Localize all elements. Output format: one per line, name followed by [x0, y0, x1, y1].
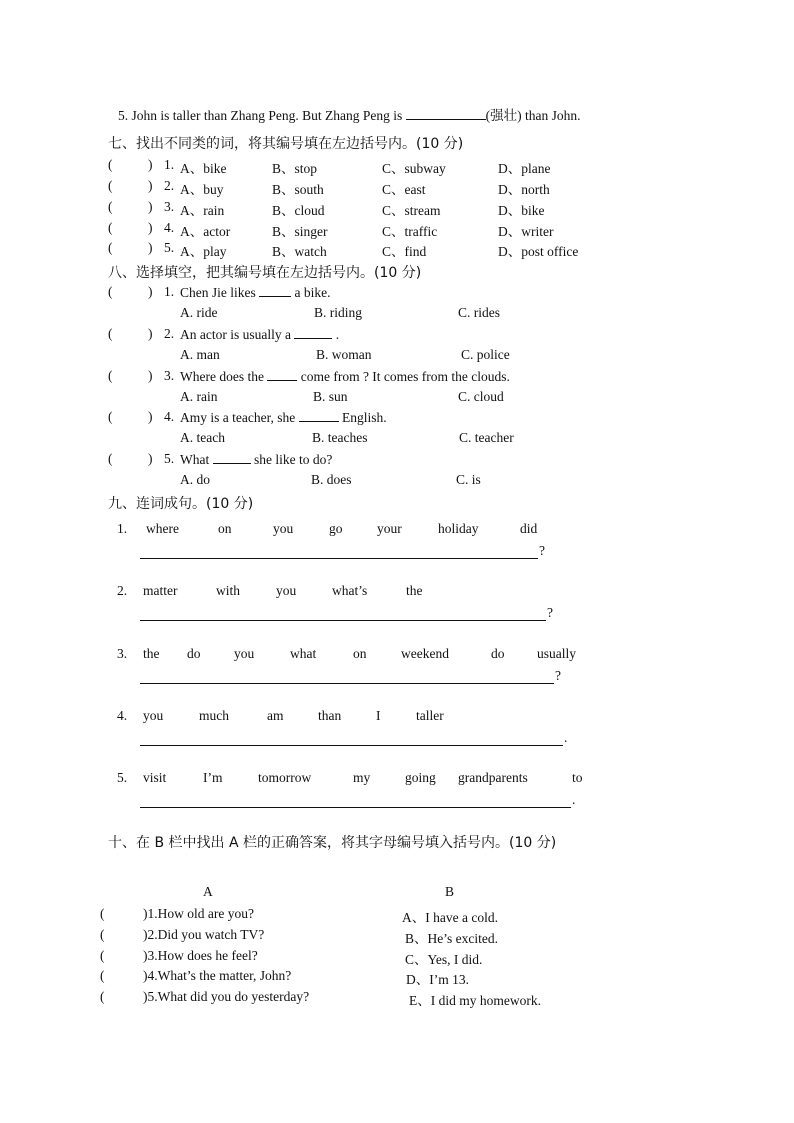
word-tile: to	[572, 770, 583, 785]
option-b: B、cloud	[272, 203, 325, 218]
option-b: B、stop	[272, 161, 318, 176]
answer-b: B、He’s excited.	[405, 931, 498, 946]
choice-b: B. teaches	[312, 430, 368, 445]
sentence-end-mark: .	[572, 792, 576, 807]
answer-slot[interactable]	[114, 926, 138, 942]
option-b: B、south	[272, 182, 324, 197]
answer-bracket-open: (	[108, 326, 113, 341]
question-a: )5.What did you do yesterday?	[143, 989, 310, 1004]
word-tile: weekend	[401, 646, 449, 661]
word-tile: you	[276, 583, 297, 598]
answer-slot[interactable]	[114, 905, 138, 921]
option-d: D、north	[498, 182, 550, 197]
answer-bracket-close: )	[148, 157, 153, 172]
answer-bracket-close: )	[148, 284, 153, 299]
word-tile: on	[353, 646, 367, 661]
item-num: 1.	[164, 157, 175, 172]
word-tile: matter	[143, 583, 178, 598]
word-tile: your	[377, 521, 402, 536]
word-tile: taller	[416, 708, 444, 723]
answer-slot[interactable]	[124, 408, 146, 424]
word-tile: I’m	[203, 770, 223, 785]
question-part1: Where does the	[180, 369, 264, 384]
answer-slot[interactable]	[114, 947, 138, 963]
sentence-num: 3.	[117, 646, 128, 661]
question-part2: a bike.	[294, 285, 331, 300]
section8-title: 八、选择填空，把其编号填在左边括号内。(10 分)	[108, 265, 422, 281]
answer-slot[interactable]	[124, 367, 146, 383]
answer-line[interactable]	[140, 620, 546, 621]
answer-slot[interactable]	[124, 156, 146, 172]
question-a: )1.How old are you?	[143, 906, 254, 921]
fill-blank[interactable]	[259, 284, 291, 297]
column-b-header: B	[445, 884, 455, 899]
fill-blank[interactable]	[267, 368, 297, 381]
intro-num: 5.	[118, 108, 129, 123]
section10-title: 十、在 B 栏中找出 A 栏的正确答案，将其字母编号填入括号内。(10 分)	[108, 835, 557, 851]
answer-bracket-close: )	[148, 451, 153, 466]
word-tile: what’s	[332, 583, 368, 598]
answer-b: E、I did my homework.	[409, 993, 541, 1008]
word-tile: do	[491, 646, 505, 661]
sentence-num: 2.	[117, 583, 128, 598]
intro-before: John is taller than Zhang Peng. But Zhang Peng is	[131, 108, 403, 123]
option-b: B、singer	[272, 224, 328, 239]
word-tile: the	[406, 583, 423, 598]
item-num: 2.	[164, 178, 175, 193]
question-a: )2.Did you watch TV?	[143, 927, 265, 942]
word-tile: tomorrow	[258, 770, 312, 785]
answer-slot[interactable]	[114, 967, 138, 983]
question-a: )4.What’s the matter, John?	[143, 968, 292, 983]
question-part2: she like to do?	[254, 452, 333, 467]
answer-slot[interactable]	[124, 325, 146, 341]
answer-bracket-open: (	[108, 178, 113, 193]
word-tile: where	[146, 521, 179, 536]
option-d: D、plane	[498, 161, 551, 176]
option-c: C、find	[382, 244, 427, 259]
choice-b: B. sun	[313, 389, 348, 404]
answer-b: A、I have a cold.	[402, 910, 498, 925]
sentence-end-mark: ?	[555, 668, 561, 683]
answer-line[interactable]	[140, 558, 538, 559]
question-text	[180, 451, 332, 468]
word-tile: did	[520, 521, 538, 536]
word-tile: than	[318, 708, 342, 723]
option-b: B、watch	[272, 244, 327, 259]
option-a: A、buy	[180, 182, 224, 197]
sentence-end-mark: .	[564, 730, 568, 745]
sentence-num: 4.	[117, 708, 128, 723]
option-d: D、bike	[498, 203, 545, 218]
choice-c: C. rides	[458, 305, 500, 320]
answer-bracket-close: )	[148, 178, 153, 193]
word-tile: do	[187, 646, 201, 661]
answer-slot[interactable]	[124, 450, 146, 466]
answer-line[interactable]	[140, 683, 554, 684]
choice-a: A. man	[180, 347, 220, 362]
answer-bracket-close: )	[148, 409, 153, 424]
item-num: 3.	[164, 199, 175, 214]
answer-bracket-close: )	[148, 199, 153, 214]
option-a: A、rain	[180, 203, 225, 218]
word-tile: visit	[143, 770, 167, 785]
answer-line[interactable]	[140, 745, 563, 746]
sentence-num: 5.	[117, 770, 128, 785]
choice-b: B. riding	[314, 305, 363, 320]
answer-bracket-open: (	[108, 157, 113, 172]
answer-slot[interactable]	[124, 239, 146, 255]
answer-bracket-open: (	[108, 451, 113, 466]
question-part1: Amy is a teacher, she	[180, 410, 296, 425]
choice-c: C. cloud	[458, 389, 504, 404]
question-text	[180, 284, 331, 301]
choice-a: A. rain	[180, 389, 218, 404]
section7-title: 七、找出不同类的词，将其编号填在左边括号内。(10 分)	[108, 136, 464, 152]
fill-blank[interactable]	[213, 451, 251, 464]
option-c: C、subway	[382, 161, 446, 176]
question-text	[180, 326, 339, 343]
fill-blank[interactable]	[299, 409, 339, 422]
answer-line[interactable]	[140, 807, 571, 808]
question-part2: .	[335, 327, 340, 342]
choice-c: C. teacher	[459, 430, 514, 445]
answer-slot[interactable]	[124, 283, 146, 299]
choice-c: C. is	[456, 472, 481, 487]
word-tile: the	[143, 646, 160, 661]
intro-blank[interactable]	[406, 107, 486, 120]
word-tile: you	[234, 646, 255, 661]
question-part1: An actor is usually a	[180, 327, 291, 342]
question-part2: come from ? It comes from the clouds.	[300, 369, 510, 384]
question-num: 4.	[164, 409, 175, 424]
answer-bracket-close: )	[148, 220, 153, 235]
answer-bracket-open: (	[108, 240, 113, 255]
answer-bracket-open: (	[108, 409, 113, 424]
word-tile: I	[376, 708, 381, 723]
question-num: 3.	[164, 368, 175, 383]
choice-a: A. do	[180, 472, 210, 487]
answer-bracket-open: (	[108, 199, 113, 214]
item-num: 4.	[164, 220, 175, 235]
option-c: C、stream	[382, 203, 441, 218]
column-a-header: A	[203, 884, 213, 899]
choice-b: B. woman	[316, 347, 372, 362]
choice-c: C. police	[461, 347, 510, 362]
item-num: 5.	[164, 240, 175, 255]
question-num: 5.	[164, 451, 175, 466]
answer-bracket-open: (	[100, 906, 105, 921]
question-num: 1.	[164, 284, 175, 299]
word-tile: go	[329, 521, 343, 536]
choice-a: A. teach	[180, 430, 225, 445]
question-text	[180, 368, 510, 385]
answer-bracket-open: (	[100, 989, 105, 1004]
word-tile: you	[143, 708, 164, 723]
word-tile: usually	[537, 646, 576, 661]
answer-b: D、I’m 13.	[406, 972, 469, 987]
word-tile: grandparents	[458, 770, 528, 785]
answer-slot[interactable]	[124, 198, 146, 214]
question-part1: What	[180, 452, 210, 467]
intro-question	[118, 104, 580, 124]
word-tile: what	[290, 646, 317, 661]
word-tile: on	[218, 521, 232, 536]
choice-b: B. does	[311, 472, 352, 487]
question-a: )3.How does he feel?	[143, 948, 258, 963]
answer-bracket-open: (	[108, 220, 113, 235]
answer-b: C、Yes, I did.	[405, 952, 483, 967]
option-d: D、post office	[498, 244, 579, 259]
answer-bracket-open: (	[100, 927, 105, 942]
answer-slot[interactable]	[124, 219, 146, 235]
word-tile: you	[273, 521, 294, 536]
sentence-num: 1.	[117, 521, 128, 536]
intro-after: (强壮) than John.	[485, 108, 581, 123]
option-a: A、bike	[180, 161, 227, 176]
answer-bracket-open: (	[100, 968, 105, 983]
choice-a: A. ride	[180, 305, 218, 320]
answer-bracket-close: )	[148, 368, 153, 383]
option-a: A、actor	[180, 224, 231, 239]
word-tile: going	[405, 770, 436, 785]
answer-slot[interactable]	[114, 988, 138, 1004]
question-text	[180, 409, 387, 426]
word-tile: my	[353, 770, 371, 785]
word-tile: am	[267, 708, 284, 723]
fill-blank[interactable]	[294, 326, 332, 339]
answer-bracket-open: (	[108, 284, 113, 299]
answer-bracket-open: (	[100, 948, 105, 963]
question-part1: Chen Jie likes	[180, 285, 256, 300]
answer-slot[interactable]	[124, 177, 146, 193]
option-c: C、east	[382, 182, 426, 197]
word-tile: with	[216, 583, 241, 598]
answer-bracket-open: (	[108, 368, 113, 383]
question-part2: English.	[342, 410, 387, 425]
section9-title: 九、连词成句。(10 分)	[108, 496, 254, 512]
sentence-end-mark: ?	[539, 543, 545, 558]
sentence-end-mark: ?	[547, 605, 553, 620]
option-a: A、play	[180, 244, 227, 259]
answer-bracket-close: )	[148, 240, 153, 255]
word-tile: holiday	[438, 521, 479, 536]
word-tile: much	[199, 708, 229, 723]
question-num: 2.	[164, 326, 175, 341]
answer-bracket-close: )	[148, 326, 153, 341]
option-c: C、traffic	[382, 224, 438, 239]
option-d: D、writer	[498, 224, 554, 239]
